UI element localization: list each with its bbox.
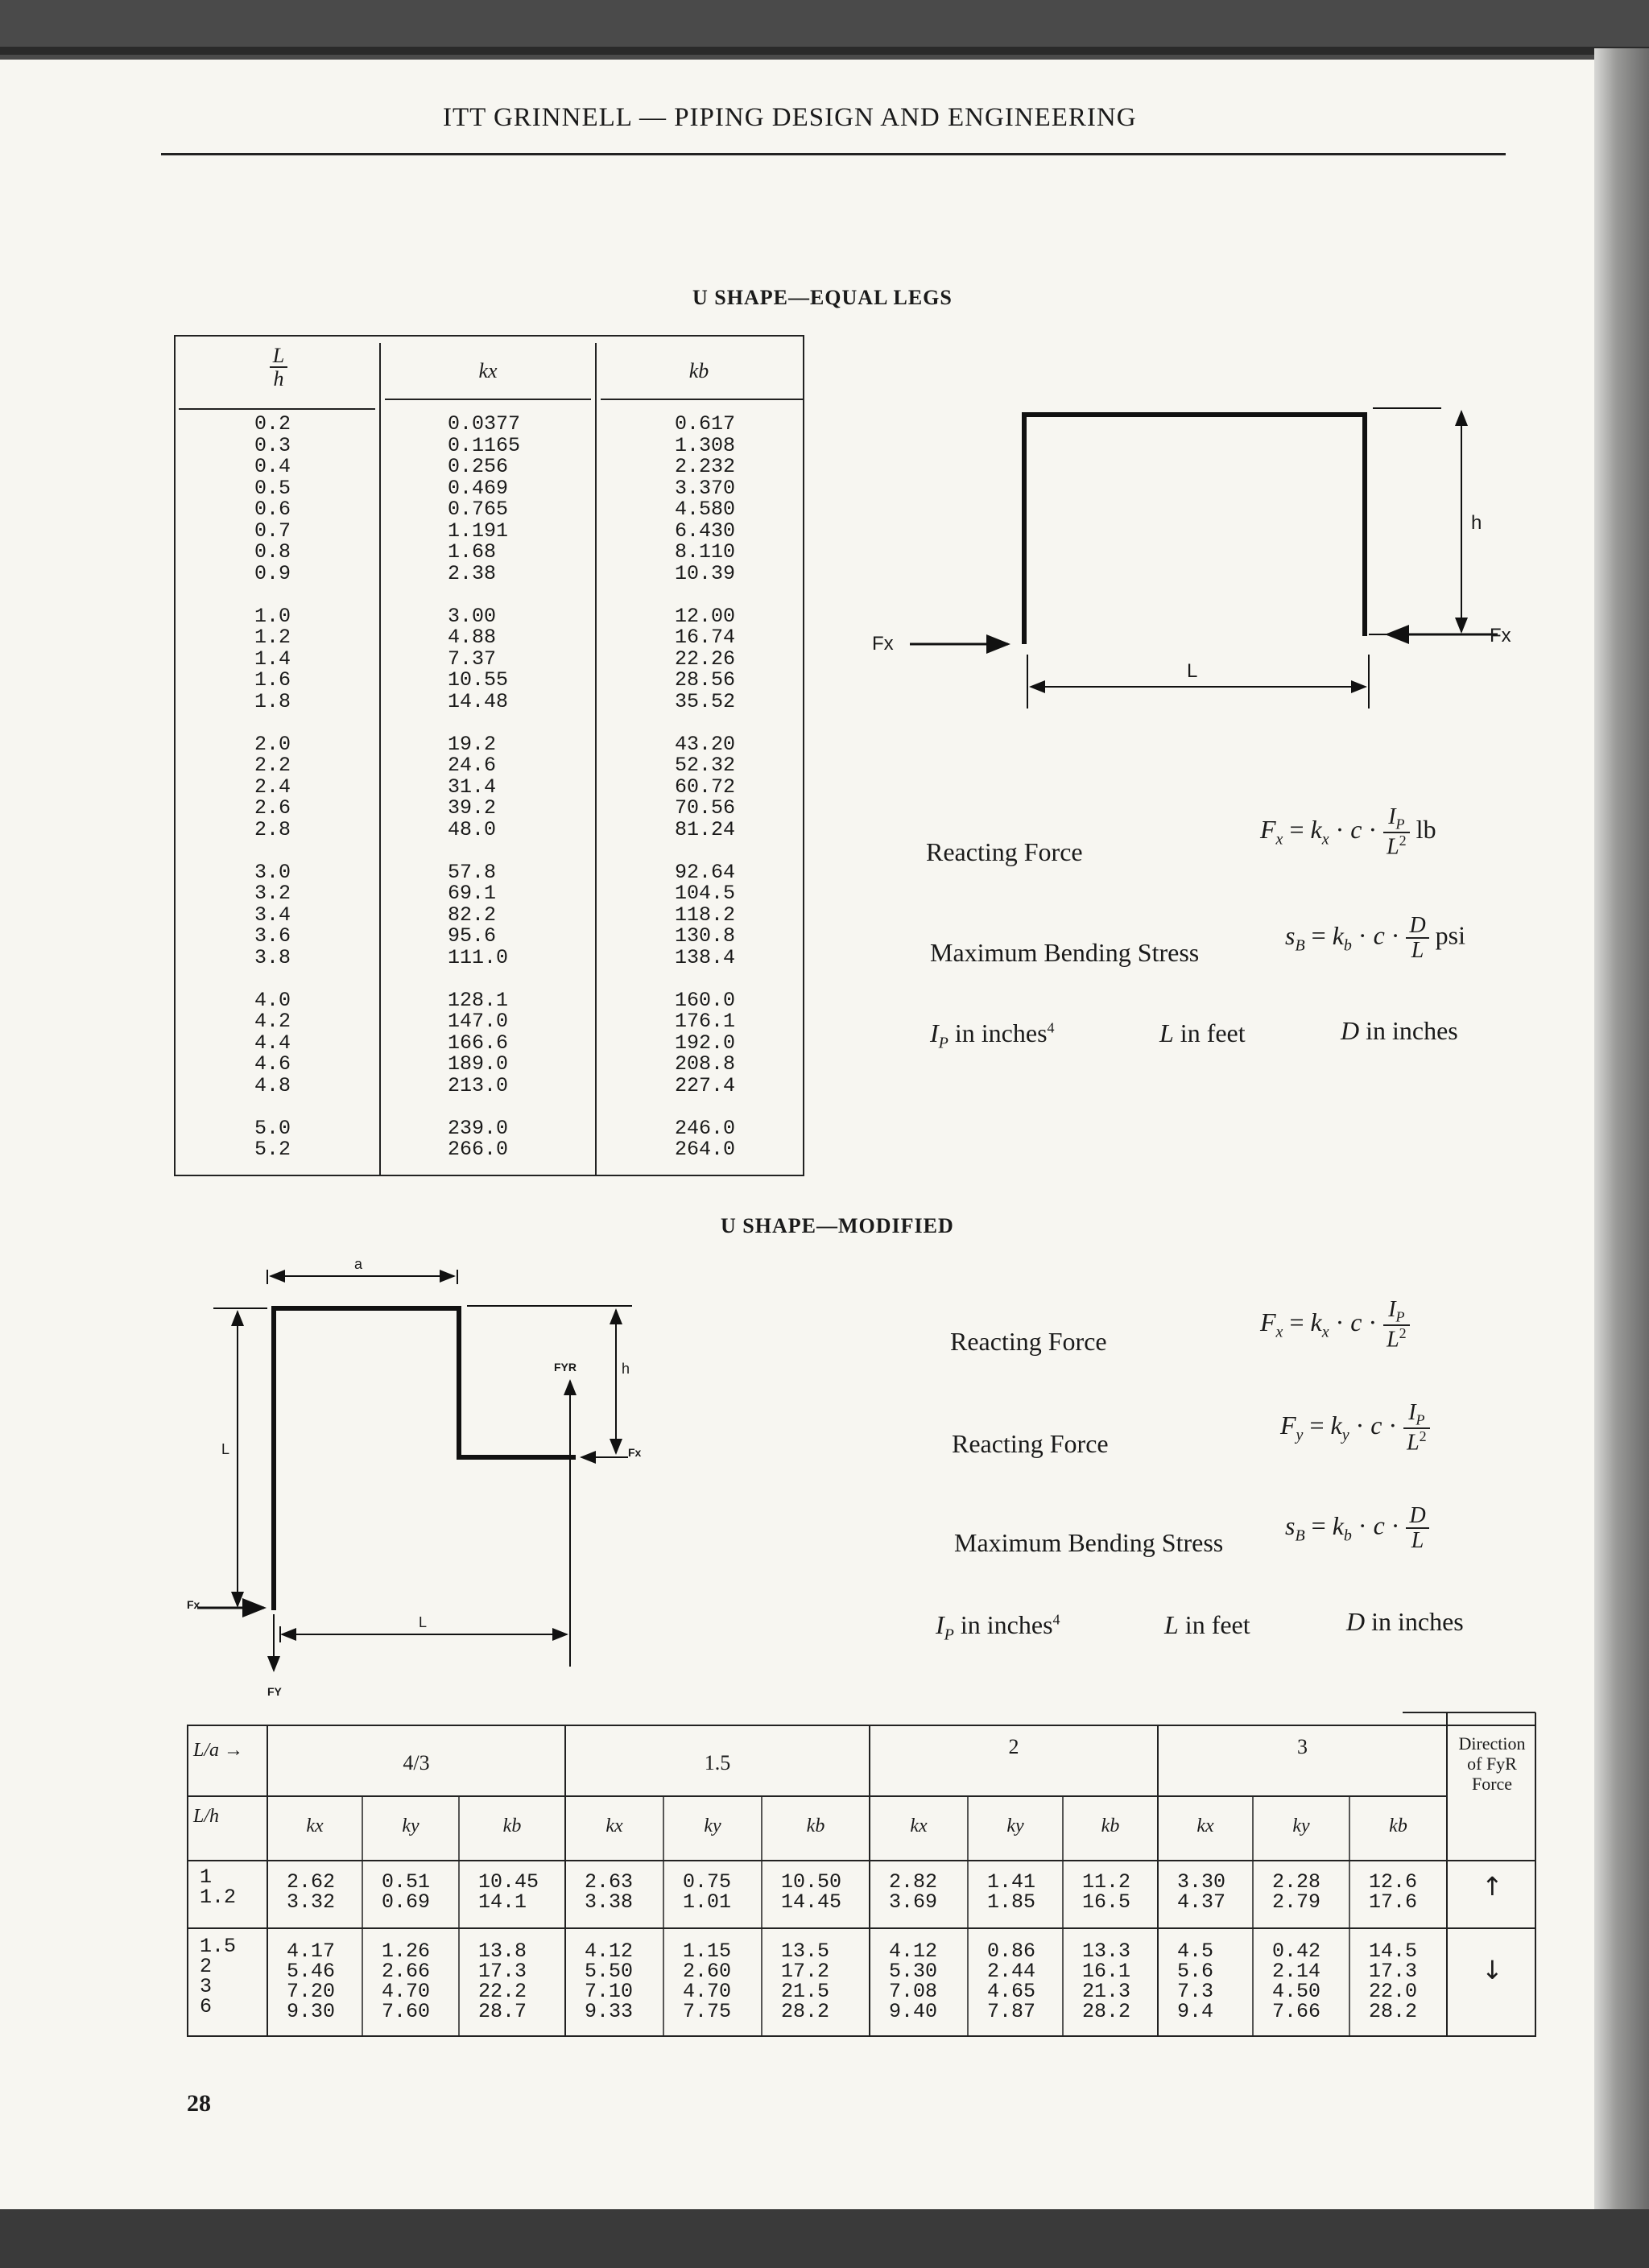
cell-lh: 1.2 [200, 1886, 237, 1909]
unit-note-ip-2: $I_P$ in inches$^4$ [936, 1610, 1060, 1644]
header-l-over-h [246, 345, 311, 390]
max-stress-label: Maximum Bending Stress [930, 938, 1200, 967]
cell-column-ky [683, 1872, 731, 1912]
cell-value: 7.10 [585, 1980, 634, 2003]
cell-value: 21.5 [781, 1980, 830, 2003]
cell-value: 17.3 [1369, 1960, 1418, 1983]
cell-ratio: 3.6 [254, 924, 291, 948]
cell-kb: 35.52 [675, 689, 736, 713]
unit-note-d-2: D in inches [1346, 1607, 1464, 1636]
cell-kx: 147.0 [448, 1010, 509, 1033]
cell-value: 5.6 [1177, 1960, 1214, 1983]
group-gap [448, 841, 520, 862]
cell-value: 2.28 [1272, 1870, 1321, 1894]
cell-kx: 0.1165 [448, 433, 521, 457]
cell-column-kx [287, 1941, 335, 2022]
group-gap [448, 713, 520, 734]
cell-kb: 192.0 [675, 1031, 736, 1055]
cell-ratio: 1.2 [254, 626, 291, 649]
group-header-4-3: 4/3 [403, 1751, 430, 1774]
cell-ratio: 0.4 [254, 455, 291, 478]
cell-kx: 1.191 [448, 518, 509, 543]
cell-ratio: 4.6 [254, 1052, 291, 1076]
cell-value: 14.5 [1369, 1940, 1418, 1963]
cell-column-kb [478, 1872, 539, 1912]
force-label-fy: FY [267, 1685, 282, 1698]
cell-kx: 128.1 [448, 988, 509, 1012]
force-label-fx-right: Fx [1490, 625, 1511, 647]
cell-value: 13.3 [1082, 1940, 1131, 1963]
cell-value: 4.12 [585, 1940, 634, 1963]
book-top-edge [0, 0, 1649, 64]
cell-kx: 0.0377 [448, 412, 521, 436]
section-title-equal-legs: U SHAPE—EQUAL LEGS [692, 286, 953, 309]
modified-u-diagram [177, 1260, 660, 1711]
cell-column-ky [683, 1941, 731, 2022]
cell-value: 13.5 [781, 1940, 830, 1963]
cell-column-kx [889, 1941, 937, 2022]
cell-value: 9.33 [585, 2000, 634, 2023]
cell-value: 17.2 [781, 1960, 830, 1983]
cell-value: 22.0 [1369, 1980, 1418, 2003]
cell-column-kb [478, 1941, 527, 2022]
cell-column-ky [987, 1872, 1035, 1912]
cell-kx: 7.37 [448, 647, 497, 671]
cell-column-kx [287, 1872, 335, 1912]
cell-kb: 22.26 [675, 647, 736, 671]
cell-kb: 28.56 [675, 668, 736, 692]
subheader-kb: kb [1389, 1816, 1407, 1836]
cell-value: 16.5 [1082, 1890, 1131, 1914]
cell-ratio: 4.8 [254, 1073, 291, 1097]
cell-kb: 12.00 [675, 604, 736, 628]
cell-ratio: 0.8 [254, 540, 291, 564]
cell-lh: 6 [200, 1995, 213, 2018]
cell-value: 2.79 [1272, 1890, 1321, 1914]
reacting-force-label: Reacting Force [926, 837, 1083, 866]
cell-kb: 264.0 [675, 1138, 736, 1161]
cell-value: 2.14 [1272, 1960, 1321, 1983]
cell-value: 4.5 [1177, 1940, 1214, 1963]
force-label-fx-left-2: Fx [187, 1598, 200, 1611]
cell-kx: 39.2 [448, 796, 497, 820]
cell-column-ky [1272, 1941, 1320, 2022]
cell-ratio: 0.5 [254, 476, 291, 500]
cell-value: 0.51 [382, 1870, 431, 1894]
cell-value: 7.75 [683, 2000, 732, 2023]
cell-kb: 3.370 [675, 476, 736, 500]
group-gap [448, 969, 520, 990]
dim-label-h: h [1471, 512, 1482, 534]
section-title-modified: U SHAPE—MODIFIED [721, 1214, 954, 1237]
cell-kb: 81.24 [675, 817, 736, 841]
cell-kx: 0.469 [448, 476, 509, 500]
cell-kb: 2.232 [675, 455, 736, 478]
cell-value: 4.65 [987, 1980, 1036, 2003]
group-header-2: 2 [1008, 1735, 1019, 1758]
cell-kx: 4.88 [448, 626, 497, 649]
cell-ratio: 1.4 [254, 647, 291, 671]
cell-value: 11.2 [1082, 1870, 1131, 1894]
cell-column-kb [781, 1872, 841, 1912]
page-number: 28 [187, 2090, 211, 2117]
cell-value: 1.41 [987, 1870, 1036, 1894]
cell-kx: 0.765 [448, 498, 509, 521]
max-stress-formula-2: $s_B = k_b \cdot c$ · $\frac{D}{L}$ [1285, 1504, 1429, 1553]
header-l-over-a: L/a → [193, 1740, 244, 1761]
cell-value: 7.60 [382, 2000, 431, 2023]
subheader-ky: ky [1292, 1816, 1310, 1836]
cell-column-kx [889, 1872, 937, 1912]
cell-value: 7.3 [1177, 1980, 1214, 2003]
cell-kx: 19.2 [448, 732, 497, 756]
max-stress-label-2: Maximum Bending Stress [954, 1528, 1224, 1557]
cell-value: 7.66 [1272, 2000, 1321, 2023]
cell-kx: 69.1 [448, 882, 497, 905]
cell-value: 5.30 [889, 1960, 938, 1983]
cell-value: 7.87 [987, 2000, 1036, 2023]
unit-note-d: D in inches [1341, 1016, 1458, 1045]
cell-ratio: 1.6 [254, 668, 291, 692]
column-kb [675, 414, 735, 1161]
modified-u-table [187, 1709, 1536, 2038]
subheader-kb: kb [502, 1816, 522, 1836]
cell-kb: 160.0 [675, 988, 736, 1012]
cell-kx: 2.38 [448, 561, 497, 585]
cell-value: 28.2 [1369, 2000, 1418, 2023]
cell-kb: 227.4 [675, 1073, 736, 1097]
cell-ratio: 0.3 [254, 433, 291, 457]
cell-value: 1.01 [683, 1890, 732, 1914]
cell-ratio: 3.2 [254, 882, 291, 905]
cell-value: 4.12 [889, 1940, 938, 1963]
group-header-1-5: 1.5 [704, 1751, 731, 1774]
cell-column-ky [1272, 1872, 1320, 1912]
cell-kx: 57.8 [448, 860, 497, 884]
cell-value: 10.45 [478, 1870, 539, 1894]
cell-value: 9.40 [889, 2000, 938, 2023]
cell-column-ky [987, 1941, 1035, 2022]
cell-column-kb [1369, 1872, 1417, 1912]
cell-column-kb [781, 1941, 829, 2022]
cell-value: 1.85 [987, 1890, 1036, 1914]
header-kb: kb [688, 359, 709, 382]
cell-column-kb [1369, 1941, 1417, 2022]
cell-kb: 246.0 [675, 1116, 736, 1140]
cell-value: 2.63 [585, 1870, 634, 1894]
cell-value: 12.6 [1369, 1870, 1418, 1894]
cell-value: 22.2 [478, 1980, 527, 2003]
cell-value: 4.70 [382, 1980, 431, 2003]
cell-kb: 118.2 [675, 903, 736, 927]
cell-lh: 2 [200, 1955, 213, 1978]
cell-ratio: 3.4 [254, 903, 291, 927]
group-gap [448, 1097, 520, 1118]
cell-ratio: 0.6 [254, 498, 291, 521]
cell-kx: 213.0 [448, 1073, 509, 1097]
cell-ratio: 0.2 [254, 412, 291, 436]
cell-ratio: 4.2 [254, 1010, 291, 1033]
header-l-over-h-2: L/h [193, 1806, 220, 1827]
cell-kx: 1.68 [448, 540, 497, 564]
cell-value: 4.37 [1177, 1890, 1226, 1914]
cell-kb: 92.64 [675, 860, 736, 884]
cell-column-kb [1082, 1941, 1130, 2022]
cell-value: 3.30 [1177, 1870, 1226, 1894]
subheader-kx: kx [910, 1816, 928, 1836]
group-gap [254, 585, 291, 606]
cell-ratio: 2.6 [254, 796, 291, 820]
unit-note-ip: $I_P$ in inches$^4$ [930, 1018, 1055, 1052]
group-gap [675, 1097, 735, 1118]
group-gap [675, 713, 735, 734]
group-gap [675, 585, 735, 606]
cell-value: 21.3 [1082, 1980, 1131, 2003]
cell-value: 0.42 [1272, 1940, 1321, 1963]
cell-kx: 48.0 [448, 817, 497, 841]
cell-kb: 16.74 [675, 626, 736, 649]
cell-kx: 3.00 [448, 604, 497, 628]
group-gap [675, 841, 735, 862]
cell-column-ky [382, 1941, 430, 2022]
group-header-3: 3 [1297, 1735, 1308, 1758]
cell-lh-group [200, 1936, 236, 2017]
cell-ratio: 2.8 [254, 817, 291, 841]
cell-value: 2.66 [382, 1960, 431, 1983]
unit-note-l: L in feet [1159, 1018, 1246, 1047]
cell-kx: 0.256 [448, 455, 509, 478]
group-gap [254, 969, 291, 990]
reacting-force-formula-x: $F_x = k_x \cdot c$ · $\frac{I_P}{L^2}$ [1260, 1298, 1410, 1352]
cell-column-kx [1177, 1872, 1225, 1912]
cell-kx: 239.0 [448, 1116, 509, 1140]
cell-ratio: 5.0 [254, 1116, 291, 1140]
cell-value: 9.30 [287, 2000, 336, 2023]
cell-kx: 24.6 [448, 754, 497, 777]
cell-ratio: 2.2 [254, 754, 291, 777]
max-stress-formula: $s_B = k_b \cdot c$ · $\frac{D}{L}$ psi [1285, 913, 1466, 964]
cell-ratio: 0.7 [254, 518, 291, 543]
cell-value: 17.3 [478, 1960, 527, 1983]
subheader-kb: kb [1101, 1816, 1120, 1836]
cell-kb: 60.72 [675, 775, 736, 799]
cell-lh: 1 [200, 1865, 213, 1889]
cell-ratio: 0.9 [254, 561, 291, 585]
cell-lh: 3 [200, 1975, 213, 1998]
cell-value: 4.17 [287, 1940, 336, 1963]
arrow-up-icon: ↑ [1482, 1871, 1503, 1902]
cell-kb: 6.430 [675, 518, 736, 543]
cell-value: 2.44 [987, 1960, 1036, 1983]
subheader-ky: ky [1006, 1816, 1024, 1836]
cell-kb: 104.5 [675, 882, 736, 905]
cell-value: 5.46 [287, 1960, 336, 1983]
cell-value: 13.8 [478, 1940, 527, 1963]
cell-value: 1.15 [683, 1940, 732, 1963]
cell-value: 16.1 [1082, 1960, 1131, 1983]
cell-kx: 189.0 [448, 1052, 509, 1076]
dim-label-l-horizontal: L [419, 1614, 428, 1630]
subheader-kb: kb [806, 1816, 825, 1836]
cell-value: 1.26 [382, 1940, 431, 1963]
cell-value: 0.69 [382, 1890, 431, 1914]
group-gap [675, 969, 735, 990]
cell-value: 28.2 [781, 2000, 830, 2023]
subheader-kx: kx [1196, 1816, 1214, 1836]
header-direction-force: Direction of FyR Force [1458, 1733, 1526, 1794]
cell-column-ky [382, 1872, 430, 1912]
cell-value: 10.50 [781, 1870, 842, 1894]
force-label-fx-right-2: Fx [628, 1446, 642, 1459]
group-gap [254, 841, 291, 862]
cell-value: 7.08 [889, 1980, 938, 2003]
cell-value: 2.62 [287, 1870, 336, 1894]
cell-value: 3.32 [287, 1890, 336, 1914]
cell-kb: 10.39 [675, 561, 736, 585]
cell-column-kx [1177, 1941, 1213, 2022]
dim-label-l: L [1187, 660, 1198, 682]
cell-kb: 208.8 [675, 1052, 736, 1076]
ratio-numerator: L [270, 345, 287, 368]
force-label-fx-left: Fx [872, 633, 894, 655]
cell-ratio: 1.0 [254, 604, 291, 628]
force-unit: lb [1415, 814, 1436, 844]
arrow-down-icon: ↓ [1482, 1955, 1503, 1985]
column-ratio [254, 414, 291, 1161]
cell-kx: 111.0 [448, 945, 509, 969]
cell-value: 2.60 [683, 1960, 732, 1983]
reacting-force-label-y: Reacting Force [952, 1429, 1109, 1458]
dim-label-h2: h [622, 1361, 630, 1377]
cell-value: 4.50 [1272, 1980, 1321, 2003]
cell-ratio: 4.0 [254, 988, 291, 1012]
dim-label-l-vertical: L [221, 1441, 230, 1457]
cell-kb: 0.617 [675, 412, 736, 436]
running-head: ITT GRINNELL — PIPING DESIGN AND ENGINEERING [443, 103, 1137, 132]
cell-value: 0.86 [987, 1940, 1036, 1963]
unit-note-l-2: L in feet [1164, 1610, 1250, 1639]
cell-value: 5.50 [585, 1960, 634, 1983]
equal-legs-table [174, 335, 804, 1176]
cell-ratio: 3.8 [254, 945, 291, 969]
cell-value: 3.38 [585, 1890, 634, 1914]
header-kx: kx [478, 359, 498, 382]
cell-kb: 52.32 [675, 754, 736, 777]
cell-kb: 1.308 [675, 433, 736, 457]
cell-value: 9.4 [1177, 2000, 1214, 2023]
cell-column-kx [585, 1872, 633, 1912]
cell-kb: 70.56 [675, 796, 736, 820]
cell-value: 17.6 [1369, 1890, 1418, 1914]
subheader-kx: kx [605, 1816, 623, 1836]
cell-column-kx [585, 1941, 633, 2022]
group-gap [254, 713, 291, 734]
force-label-fyr: FYR [554, 1361, 577, 1374]
cell-value: 7.20 [287, 1980, 336, 2003]
cell-value: 0.75 [683, 1870, 732, 1894]
cell-value: 2.82 [889, 1870, 938, 1894]
cell-kb: 8.110 [675, 540, 736, 564]
cell-value: 14.1 [478, 1890, 527, 1914]
stress-unit: psi [1435, 920, 1466, 950]
reacting-force-label-x: Reacting Force [950, 1327, 1107, 1356]
reacting-force-formula-y: $F_y = k_y \cdot c$ · $\frac{I_P}{L^2}$ [1280, 1401, 1430, 1455]
cell-lh: 1.5 [200, 1935, 237, 1958]
cell-kb: 4.580 [675, 498, 736, 521]
cell-value: 28.7 [478, 2000, 527, 2023]
cell-kx: 82.2 [448, 903, 497, 927]
column-kx [448, 414, 520, 1161]
dim-label-a: a [354, 1256, 363, 1272]
cell-column-kb [1082, 1872, 1130, 1912]
cell-value: 4.70 [683, 1980, 732, 2003]
cell-ratio: 5.2 [254, 1138, 291, 1161]
subheader-kx: kx [306, 1816, 324, 1836]
subheader-ky: ky [402, 1816, 419, 1836]
cell-kb: 43.20 [675, 732, 736, 756]
cell-kx: 266.0 [448, 1138, 509, 1161]
subheader-ky: ky [704, 1816, 721, 1836]
cell-ratio: 2.4 [254, 775, 291, 799]
cell-ratio: 1.8 [254, 689, 291, 713]
cell-kx: 31.4 [448, 775, 497, 799]
cell-value: 28.2 [1082, 2000, 1131, 2023]
cell-kx: 10.55 [448, 668, 509, 692]
group-gap [254, 1097, 291, 1118]
cell-kb: 138.4 [675, 945, 736, 969]
ratio-denominator: h [273, 367, 284, 391]
cell-lh-group [200, 1867, 236, 1907]
cell-ratio: 2.0 [254, 732, 291, 756]
group-gap [448, 585, 520, 606]
cell-kb: 176.1 [675, 1010, 736, 1033]
cell-kx: 166.6 [448, 1031, 509, 1055]
cell-kx: 14.48 [448, 689, 509, 713]
cell-kx: 95.6 [448, 924, 497, 948]
book-right-edge [1594, 48, 1649, 2214]
cell-ratio: 4.4 [254, 1031, 291, 1055]
reacting-force-formula: $F_x = k_x \cdot c$ · $\frac{I_P}{L^2}$ lb [1260, 804, 1436, 860]
cell-value: 3.69 [889, 1890, 938, 1914]
header-rule [161, 153, 1506, 155]
cell-kb: 130.8 [675, 924, 736, 948]
cell-ratio: 3.0 [254, 860, 291, 884]
book-bottom-edge [0, 2209, 1649, 2268]
cell-value: 14.45 [781, 1890, 842, 1914]
